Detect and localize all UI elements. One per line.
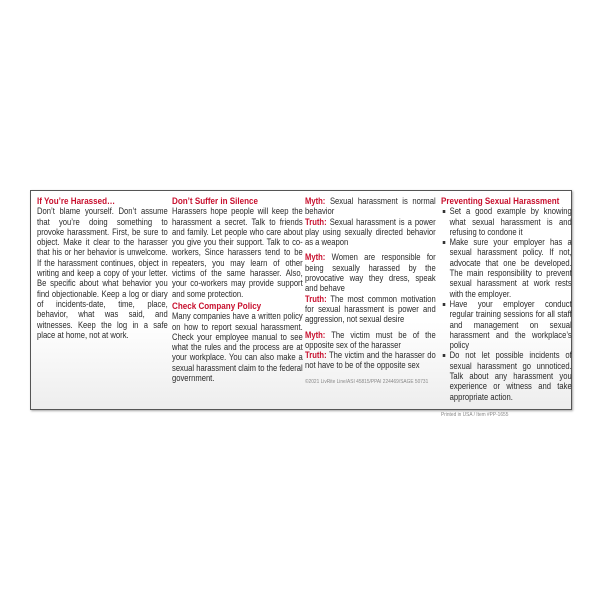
myth: Myth: Women are responsible for being sexually harassed by the provocative way they dress, speak and behave <box>305 252 436 294</box>
myth: Myth: Sexual harassment is normal behavior <box>305 196 436 217</box>
section-title: Preventing Sexual Harassment <box>441 195 560 206</box>
info-card <box>30 190 572 418</box>
list-item: Have your employer conduct regular training sessions for all staff and management on sexual harassment and the workplace’s policy <box>441 299 572 350</box>
column-if-harassed <box>37 196 168 340</box>
list-item: Set a good example by knowing what sexual harassment is and refusing to condone it <box>441 206 572 237</box>
section-title: Don’t Suffer in Silence <box>172 195 259 206</box>
column-myths <box>305 196 436 387</box>
truth: Truth: The most common motivation for sexual harassment is power and aggression, not sexual desire <box>305 293 436 325</box>
bullet-list <box>441 206 572 402</box>
item-footer: Printed in USA / Item #PP-1655 <box>441 411 509 418</box>
section-title: If You’re Harassed… <box>37 195 116 206</box>
truth: Truth: Sexual harassment is a power play using sexually directed behavior as a weapon <box>305 216 436 248</box>
myth: Myth: The victim must be of the opposite sex of the harasser <box>305 329 436 350</box>
list-item: Do not let possible incidents of sexual harassment go unnoticed. Talk about any harassment you experience or witness and take appropriate action. <box>441 350 572 401</box>
copyright-footer: ©2021 LivRite Line/ASI 45815/PPAI 224469/SAGE 50731 <box>305 378 429 385</box>
column-silence-policy <box>172 196 303 383</box>
truth: Truth: The victim and the harasser do not have to be of the opposite sex <box>305 350 436 371</box>
list-item: Make sure your employer has a sexual harassment policy. If not, advocate that one be developed. The main responsibility to prevent sexual harassment at work rests with the employer. <box>441 237 572 299</box>
section-body: Don’t blame yourself. Don’t assume that you’re doing something to provoke harassment. First, be sure to object. Make it clear to the harasser that his or her behavior is unwelcome. If the harassment continues, object in writing and keep a copy of your letter. Be specific about what behavior you find objectionable. Keep a log or diary of incidents-date, time, place, behavior, what was said, and witnesses. Keep the log in a safe place at home, not at work. <box>37 206 168 340</box>
section-title: Check Company Policy <box>172 299 262 311</box>
column-preventing <box>441 196 572 420</box>
section-body: Harassers hope people will keep the harassment a secret. Talk to friends and family. Let people who care about you give you their support. Talk to co-workers, Since harassers tend to be repeaters, you may learn of other victims of the same harasser. Also, your co-workers may provide support and some protection. <box>172 206 303 299</box>
section-body: Many companies have a written policy on how to report sexual harassment. Check your employee manual to see what the rules and the process are at your workplace. You can also make a sexual harassment claim to the federal government. <box>172 311 303 384</box>
